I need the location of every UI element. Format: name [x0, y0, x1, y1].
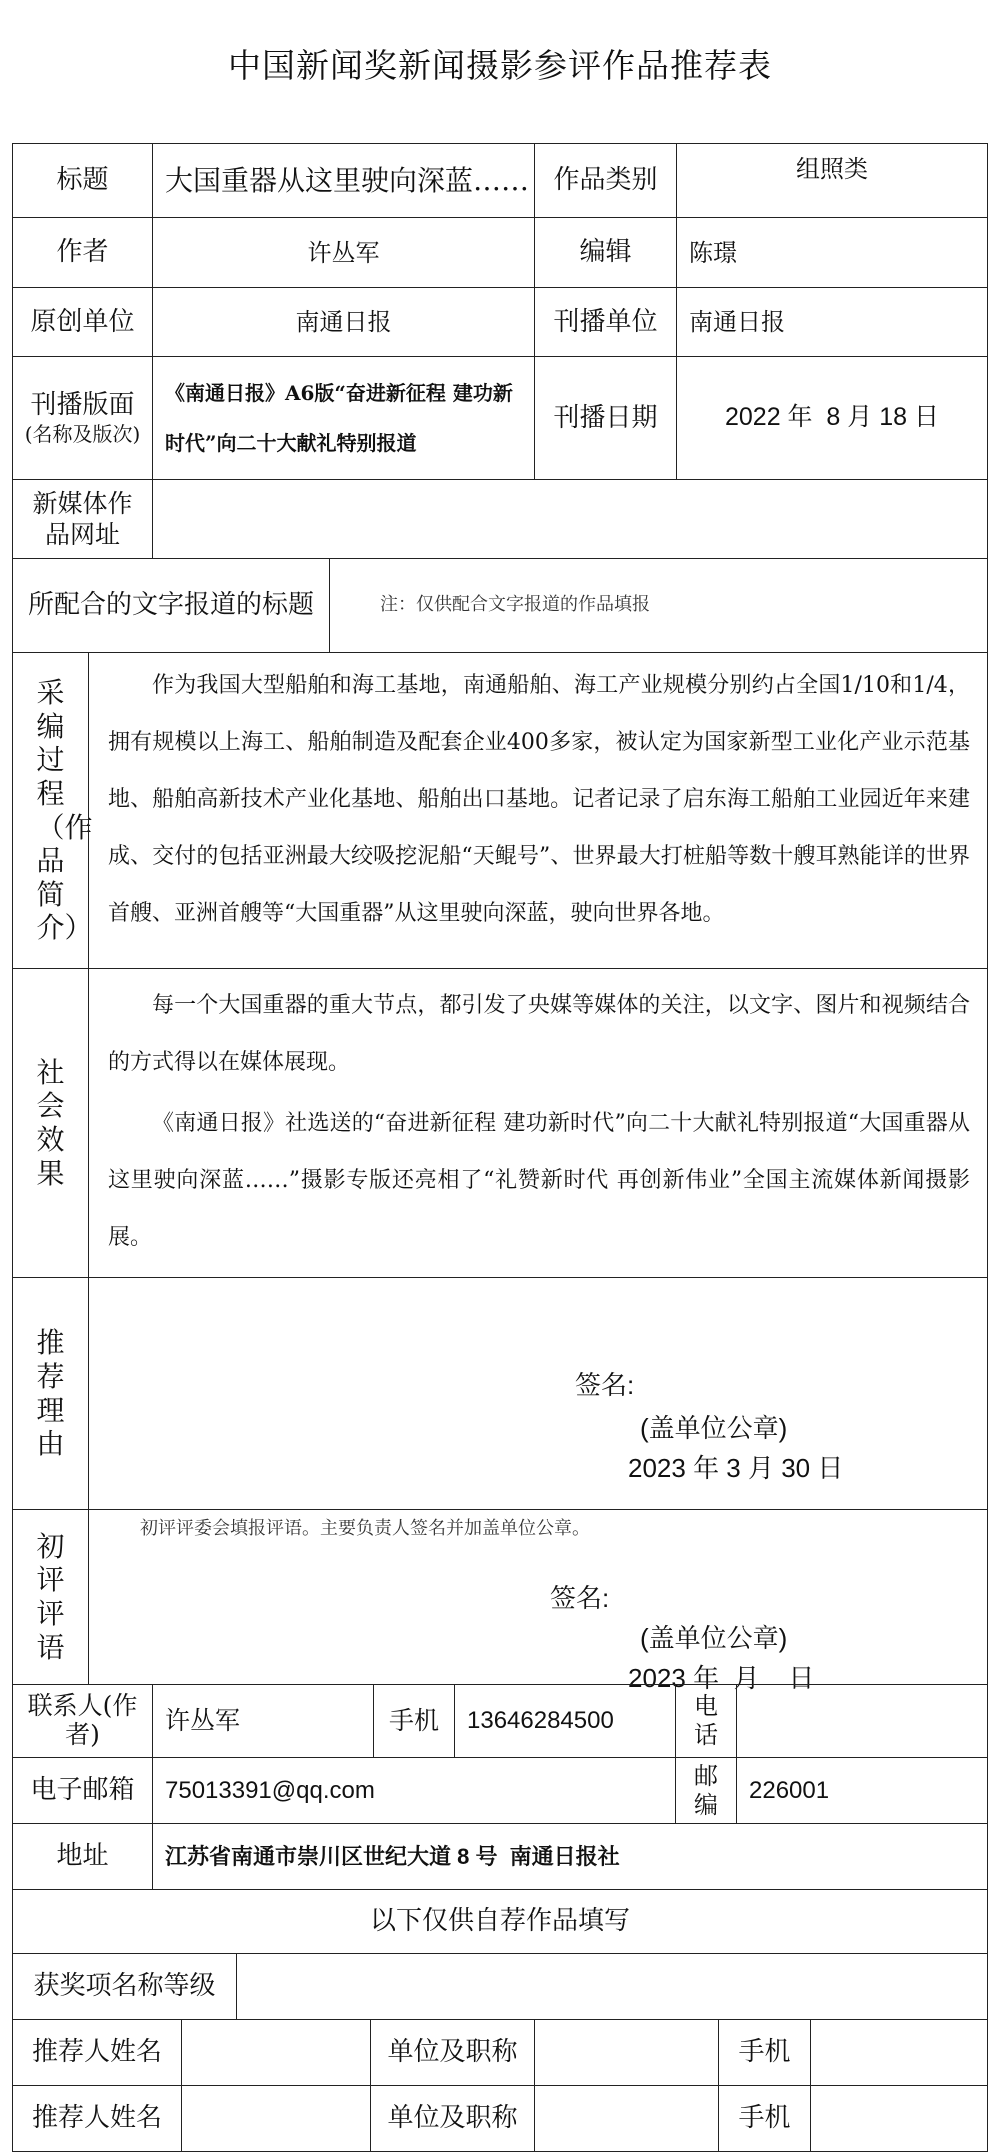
award-label: 获奖项名称等级 [12, 1953, 237, 2020]
pub-unit-value: 南通日报 [676, 287, 988, 357]
original-unit-value: 南通日报 [152, 287, 535, 357]
review-seal: (盖单位公章) [640, 1623, 788, 1653]
reason-seal: (盖单位公章) [640, 1413, 788, 1443]
mobile-label: 手机 [373, 1684, 455, 1758]
reason-label: 推荐理由 [36, 1326, 65, 1461]
pub-date-value: 2022 年 8 月 18 日 [676, 356, 988, 480]
effect-label-cell [12, 968, 89, 1278]
recommender-1-unit-label: 单位及职称 [370, 2019, 535, 2086]
review-note: 初评评委会填报评语。主要负责人签名并加盖单位公章。 [140, 1518, 590, 1539]
text-report-title-value [329, 558, 988, 653]
category-value: 组照类 [676, 143, 988, 218]
original-unit-label: 原创单位 [12, 287, 153, 357]
recommender-1-mobile-label: 手机 [718, 2019, 811, 2086]
editor-value: 陈璟 [676, 217, 988, 288]
recommender-2-mobile-label: 手机 [718, 2085, 811, 2152]
review-date: 2023 年 月 日 [628, 1663, 815, 1693]
review-label: 初评评语 [36, 1529, 65, 1664]
author-value: 许丛军 [152, 217, 535, 288]
text-report-title-note: 注：仅供配合文字报道的作品填报 [380, 594, 650, 616]
recommender-2-name-value [181, 2085, 371, 2152]
url-value [152, 479, 988, 559]
reason-label-cell [12, 1277, 89, 1510]
title-value: 大国重器从这里驶向深蓝…… [152, 143, 535, 218]
author-label: 作者 [12, 217, 153, 288]
effect-label: 社会效果 [36, 1055, 65, 1190]
address-value: 江苏省南通市崇川区世纪大道 8 号 南通日报社 [152, 1823, 988, 1890]
process-text: 作为我国大型船舶和海工基地，南通船舶、海工产业规模分别约占全国1/10和1/4，拥有规模以上海工、船舶制造及配套企业400多家，被认定为国家新型工业化产业示范基地、船舶高新技术产业化基地、船舶出口基地。记者记录了启东海工船舶工业园近年来建成、交付的包括亚洲最大绞吸挖泥船“天鲲号”、世界最大打桩船等数十艘耳熟能详的世界首艘、亚洲首艘等“大国重器”从这里驶向深蓝，驶向世界各地。 [108, 673, 970, 926]
process-label: 采编过程（作品简介） [36, 676, 93, 945]
form-title: 中国新闻奖新闻摄影参评作品推荐表 [228, 46, 772, 85]
review-sign: 签名: [550, 1583, 610, 1613]
award-value [236, 1953, 988, 2020]
contact-value: 许丛军 [152, 1684, 374, 1758]
pub-date-label: 刊播日期 [534, 356, 677, 480]
mobile-value: 13646284500 [454, 1684, 676, 1758]
recommender-1-name-label: 推荐人姓名 [12, 2019, 182, 2086]
category-label: 作品类别 [534, 143, 677, 218]
address-label: 地址 [12, 1823, 153, 1890]
url-label: 新媒体作品网址 [12, 479, 153, 559]
phone-value [736, 1684, 988, 1758]
pub-page-label-sub: (名称及版次) [24, 421, 141, 446]
recommender-1-unit-value [534, 2019, 719, 2086]
zip-value: 226001 [736, 1757, 988, 1824]
zip-label-cell [675, 1757, 737, 1824]
review-label-cell [12, 1509, 89, 1685]
effect-para-2: 《南通日报》社选送的“奋进新征程 建功新时代”向二十大献礼特别报道“大国重器从这里驶向深蓝……”摄影专版还亮相了“礼赞新时代 再创新伟业”全国主流媒体新闻摄影展。 [108, 1111, 970, 1250]
reason-sign: 签名: [575, 1370, 635, 1400]
reason-content-cell [88, 1277, 988, 1510]
pub-page-label-main: 刊播版面 [30, 390, 135, 421]
recommender-2-name-label: 推荐人姓名 [12, 2085, 182, 2152]
recommender-2-unit-label: 单位及职称 [370, 2085, 535, 2152]
pub-unit-label: 刊播单位 [534, 287, 677, 357]
reason-date: 2023 年 3 月 30 日 [628, 1453, 844, 1483]
editor-label: 编辑 [534, 217, 677, 288]
recommender-2-mobile-value [810, 2085, 988, 2152]
phone-label: 电话 [694, 1692, 718, 1749]
effect-para-1: 每一个大国重器的重大节点，都引发了央媒等媒体的关注，以文字、图片和视频结合的方式得以在媒体展现。 [108, 993, 970, 1075]
contact-label: 联系人(作者) [12, 1684, 153, 1758]
email-value: 75013391@qq.com [152, 1757, 676, 1824]
process-label-cell [12, 652, 93, 969]
phone-label-cell [675, 1684, 737, 1758]
text-report-title-label: 所配合的文字报道的标题 [12, 558, 330, 653]
zip-label: 邮编 [694, 1761, 718, 1819]
recommender-1-mobile-value [810, 2019, 988, 2086]
email-label: 电子邮箱 [12, 1757, 153, 1824]
recommender-2-unit-value [534, 2085, 719, 2152]
pub-page-value: 《南通日报》A6版“奋进新征程 建功新时代”向二十大献礼特别报道 [152, 356, 535, 480]
pub-page-label [12, 356, 153, 480]
recommender-1-name-value [181, 2019, 371, 2086]
title-label: 标题 [12, 143, 153, 218]
self-section-header: 以下仅供自荐作品填写 [12, 1889, 988, 1954]
